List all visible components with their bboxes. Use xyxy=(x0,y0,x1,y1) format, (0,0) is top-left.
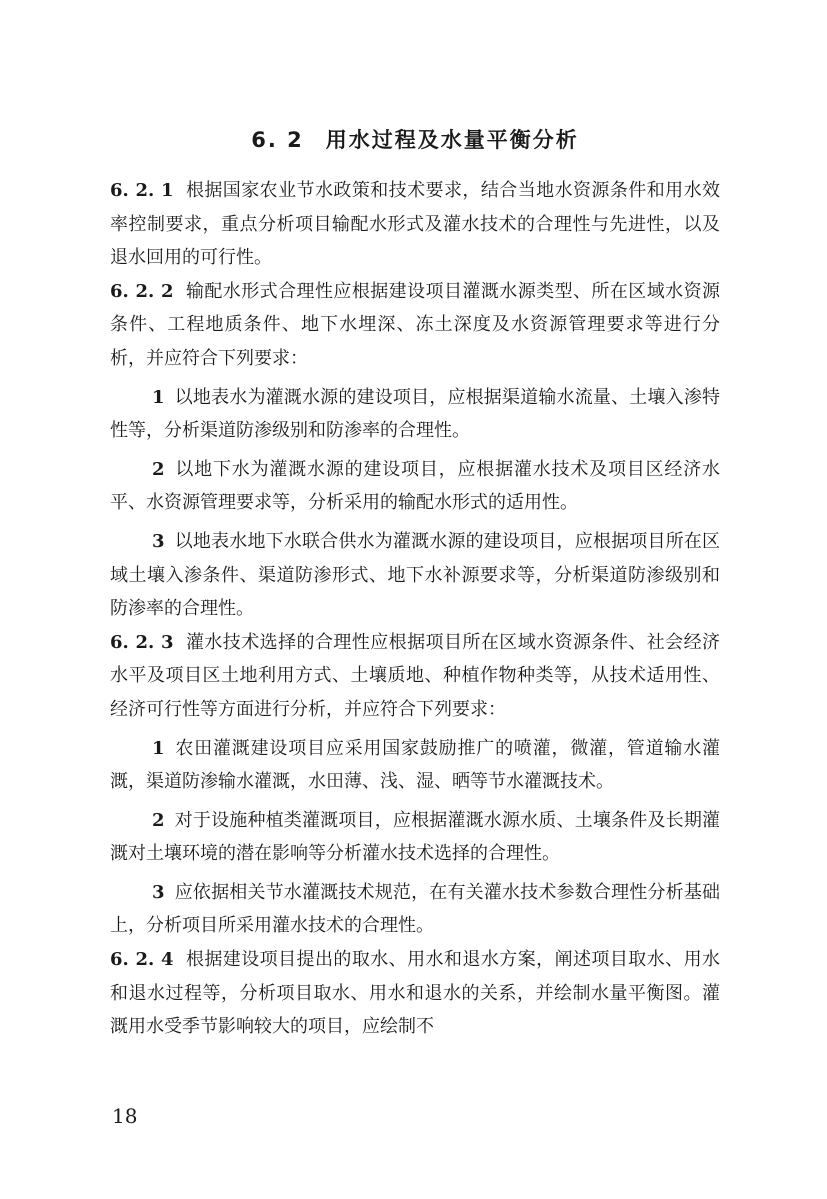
clause-text: 根据建设项目提出的取水、用水和退水方案，阐述项目取水、用水和退水过程等，分析项目取水、用水和退水的关系，并绘制水量平衡图。灌溉用水受季节影响较大的项目，应绘制不 xyxy=(110,949,721,1038)
section-number: 6. 2 xyxy=(251,128,304,152)
list-item xyxy=(110,727,720,799)
document-body xyxy=(110,174,720,1044)
item-number: 3 xyxy=(152,881,165,903)
clause-text: 根据国家农业节水政策和技术要求，结合当地水资源条件和用水效率控制要求，重点分析项目输配水形式及灌水技术的合理性与先进性，以及退水回用的可行性。 xyxy=(110,180,721,269)
list-item xyxy=(110,520,720,626)
item-text: 应依据相关节水灌溉技术规范，在有关灌水技术参数合理性分析基础上，分析项目所采用灌水技术的合理性。 xyxy=(110,881,720,937)
page-number: 18 xyxy=(112,1104,138,1128)
list-item xyxy=(110,799,720,871)
item-number: 2 xyxy=(152,458,165,480)
item-text: 对于设施种植类灌溉项目，应根据灌溉水源水质、土壤条件及长期灌溉对土壤环境的潜在影响等分析灌水技术选择的合理性。 xyxy=(110,809,720,865)
item-text: 农田灌溉建设项目应采用国家鼓励推广的喷灌，微灌，管道输水灌溉，渠道防渗输水灌溉，水田薄、浅、湿、晒等节水灌溉技术。 xyxy=(110,737,720,793)
clause-6-2-1 xyxy=(110,174,720,275)
clause-6-2-3 xyxy=(110,626,720,727)
item-number: 3 xyxy=(152,530,165,552)
section-title xyxy=(110,124,720,154)
list-item xyxy=(110,376,720,448)
list-item xyxy=(110,448,720,520)
clause-number: 6. 2. 3 xyxy=(110,631,174,653)
clause-6-2-2 xyxy=(110,275,720,376)
item-number: 1 xyxy=(152,737,165,759)
clause-text: 输配水形式合理性应根据建设项目灌溉水源类型、所在区域水资源条件、工程地质条件、地下水埋深、冻土深度及水资源管理要求等进行分析，并应符合下列要求： xyxy=(110,280,721,369)
clause-number: 6. 2. 4 xyxy=(110,949,174,971)
item-text: 以地表水地下水联合供水为灌溉水源的建设项目，应根据项目所在区域土壤入渗条件、渠道防渗形式、地下水补源要求等，分析渠道防渗级别和防渗率的合理性。 xyxy=(110,530,720,620)
section-title-text: 用水过程及水量平衡分析 xyxy=(325,128,579,152)
clause-number: 6. 2. 1 xyxy=(110,180,174,201)
clause-text: 灌水技术选择的合理性应根据项目所在区域水资源条件、社会经济水平及项目区土地利用方式、土壤质地、种植作物种类等，从技术适用性、经济可行性等方面进行分析，并应符合下列要求： xyxy=(110,631,721,720)
item-number: 1 xyxy=(152,386,165,408)
clause-6-2-4 xyxy=(110,943,720,1044)
clause-number: 6. 2. 2 xyxy=(110,280,174,302)
list-item xyxy=(110,871,720,943)
item-text: 以地下水为灌溉水源的建设项目，应根据灌水技术及项目区经济水平、水资源管理要求等，分析采用的输配水形式的适用性。 xyxy=(110,458,720,514)
item-text: 以地表水为灌溉水源的建设项目，应根据渠道输水流量、土壤入渗特性等，分析渠道防渗级别和防渗率的合理性。 xyxy=(110,386,720,442)
item-number: 2 xyxy=(152,809,165,831)
